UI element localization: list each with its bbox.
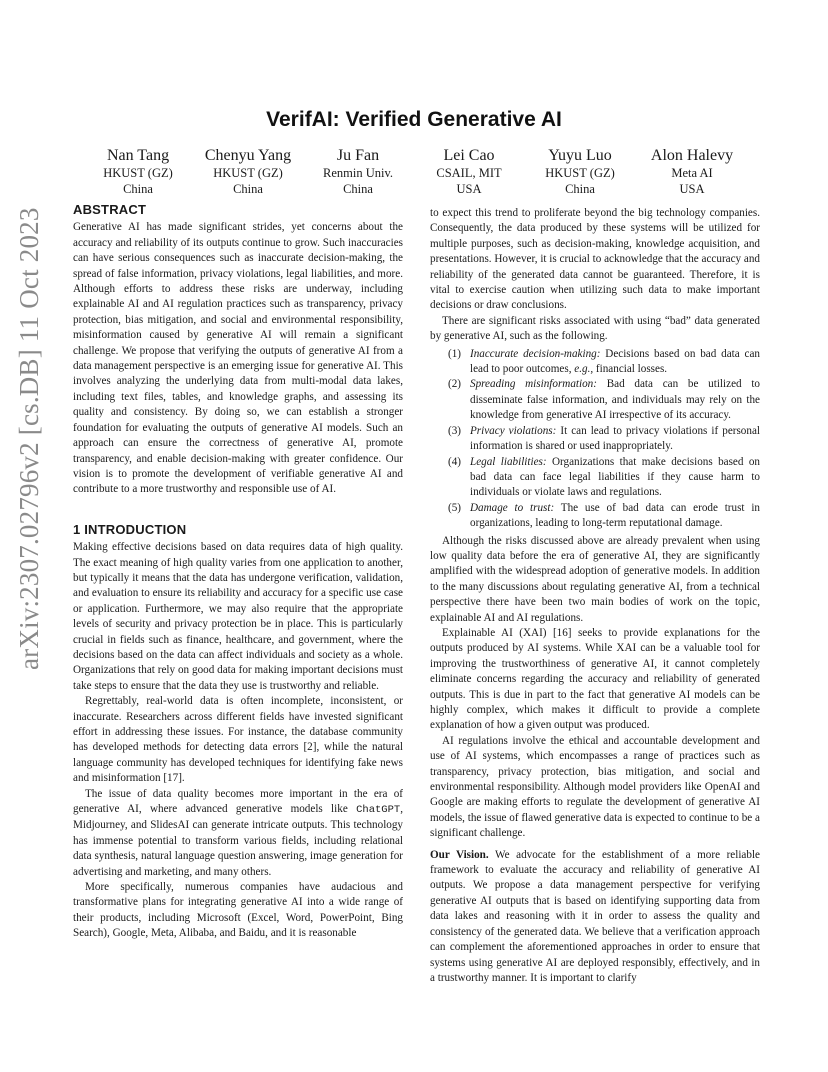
risk-tail: financial losses.	[593, 363, 668, 376]
author-country: China	[123, 182, 153, 196]
risk-term: Privacy violations:	[470, 424, 557, 437]
author-name: Ju Fan	[336, 147, 380, 164]
author-affiliation: HKUST (GZ)	[103, 166, 173, 180]
risk-number: (3)	[448, 424, 461, 437]
risk-text: Bad data can be utilized to disseminate false information, and individuals may rely on the knowledge from generative AI irrespective of its accuracy.	[470, 378, 760, 422]
intro-paragraph-3-start: The issue of data quality becomes more important in the era of generative AI, where advanced generative models like	[73, 787, 403, 816]
introduction-heading: 1 INTRODUCTION	[73, 521, 187, 537]
risk-number: (4)	[448, 455, 461, 468]
risk-list	[430, 347, 760, 532]
intro-paragraph-4: More specifically, numerous companies have audacious and transformative plans for integrating generative AI into a wide range of their products, including Microsoft (Excel, Word, PowerPoint, Bing Search), Google, Meta, Alibaba, and Baidu, and it is reasonable	[73, 881, 403, 940]
vision-heading: Our Vision.	[430, 848, 489, 861]
intro-paragraph-9: AI regulations involve the ethical and accountable development and use of AI systems, which encompasses a range of practices such as transparency, privacy protection, bias mitigation, and social and environmental responsibility. Although model providers like OpenAI and Google are making efforts to regulate the development of generative AI models, the issue of flawed generative data is expected to continue to be a significant challenge.	[430, 734, 760, 840]
abstract-heading: ABSTRACT	[73, 202, 147, 217]
risk-eg: e.g.,	[574, 363, 594, 376]
vision-text: We advocate for the establishment of a more reliable framework to evaluate the accuracy and reliability of generative AI outputs. We propose a data management perspective for verifying generative AI outputs that is based on identifying supporting data from data lakes and reasoning with it in order to assess the quality and consistency of the generated data. We believe that a verification approach can complement the aforementioned approaches in order to ensure that systems using generative AI are deployed responsibly, effectively, and in a trustworthy manner. It is important to clarify	[430, 848, 760, 984]
author-country: China	[233, 182, 263, 196]
chatgpt-code-term: ChatGPT	[356, 804, 401, 817]
intro-paragraph-3	[73, 787, 403, 880]
arxiv-identifier-stamp: arXiv:2307.02796v2 [cs.DB] 11 Oct 2023	[14, 207, 44, 670]
author-name: Yuyu Luo	[548, 147, 612, 164]
author-affiliation: CSAIL, MIT	[436, 166, 502, 180]
risk-item	[430, 347, 760, 378]
author-country: China	[343, 182, 373, 196]
author-name: Nan Tang	[106, 147, 170, 164]
risk-text: The use of bad data can erode trust in organizations, leading to long-term reputational damage.	[470, 501, 760, 530]
author-name: Chenyu Yang	[204, 147, 292, 164]
author-affiliation: Renmin Univ.	[322, 166, 394, 180]
author-country: USA	[456, 182, 482, 196]
risk-text: Organizations that make decisions based on bad data can face legal liabilities if they cause harm to individuals or violate laws and regulations.	[470, 455, 760, 499]
risk-text: Decisions based on bad data can lead to poor outcomes,	[470, 347, 760, 376]
abstract-text: Generative AI has made significant strides, yet concerns about the accuracy and reliability of its outputs continue to grow. Such inaccuracies can have serious consequences such as inaccurate decision-making, the spread of false information, privacy violations, legal liabilities, and more. Although efforts to address these risks are underway, including explainable AI and AI regulation practices such as transparency, privacy protection, bias mitigation, and social and environmental responsibility, misinformation caused by generative AI will remain a significant challenge. We propose that verifying the outputs of generative AI from a data management perspective is an emerging issue for generative AI. This involves analyzing the underlying data from multi-modal data lakes, including text files, tables, and knowledge graphs, and assessing its quality and consistency. By doing so, we can establish a stronger foundation for evaluating the outputs of generative AI models. Such an approach can ensure the correctness of generative AI, promote transparency, and enable decision-making with greater confidence. Our vision is to promote the development of verifiable generative AI and contribute to a more trustworthy and responsible use of AI.	[73, 221, 403, 496]
paper-title: VerifAI: Verified Generative AI	[266, 108, 562, 131]
author-name: Lei Cao	[443, 147, 495, 164]
author-affiliation: Meta AI	[671, 166, 713, 180]
risk-number: (1)	[448, 347, 461, 360]
risk-item	[430, 424, 760, 455]
right-column	[430, 206, 760, 986]
risk-term: Legal liabilities:	[470, 455, 547, 468]
intro-paragraph-6: There are significant risks associated with using “bad” data generated by generative AI, such as the following.	[430, 314, 760, 343]
risk-number: (2)	[448, 378, 461, 391]
risk-text: It can lead to privacy violations if personal information is shared or used inappropriately.	[470, 424, 760, 453]
intro-paragraph-1: Making effective decisions based on data requires data of high quality. The exact meaning of high quality varies from one application to another, but typically it means that the data has undergone verification, validation, and evaluation to ensure its reliability and accuracy for a specific use case or application. Furthermore, we may also require that the appropriate levels of security and privacy protection be in place. This is particularly crucial in fields such as finance, healthcare, and government, where the decisions based on the data can affect individuals and society as a whole. Organizations that rely on good data for making important decisions must take steps to ensure that the data they use is trustworthy and reliable.	[73, 541, 403, 692]
author-affiliation: HKUST (GZ)	[213, 166, 283, 180]
risk-item	[430, 501, 760, 532]
author-country: China	[565, 182, 595, 196]
author-name: Alon Halevy	[650, 147, 734, 164]
intro-paragraph-8: Explainable AI (XAI) [16] seeks to provide explanations for the outputs produced by AI systems. While XAI can be a valuable tool for improving the trustworthiness of generative AI, it cannot completely eliminate concerns regarding the accuracy and reliability of generated outputs. This is due in part to the fact that generative AI models can be highly complex, which makes it difficult to provide a complete explanation of how a given output was produced.	[430, 626, 760, 732]
author-country: USA	[679, 182, 705, 196]
intro-paragraph-7: Although the risks discussed above are already prevalent when using low quality data before the era of generative AI, they are significantly amplified with the widespread adoption of generative models. In addition to the many discussions about regulating generative AI, from a technical perspective there have been two main bodies of work on the topic, explainable AI and AI regulations.	[430, 534, 760, 624]
intro-paragraph-3-end: , Midjourney, and SlidesAI can generate intricate outputs. This technology has immense potential to transform various fields, including relational data synthesis, natural language question answering, image generation for advertising and marketing, and many others.	[73, 803, 403, 878]
risk-number: (5)	[448, 501, 461, 514]
risk-term: Inaccurate decision-making:	[470, 347, 601, 360]
author-affiliation: HKUST (GZ)	[545, 166, 615, 180]
intro-paragraph-5: to expect this trend to proliferate beyond the big technology companies. Consequently, the data produced by these systems will be utilized for multiple purposes, such as decision-making, knowledge acquisition, and presentations. However, it is crucial to acknowledge that the accuracy and reliability of the generated data cannot be guaranteed. Therefore, it is vital to exercise caution when utilizing such data to make important decisions or draw conclusions.	[430, 207, 760, 312]
intro-paragraph-2: Regrettably, real-world data is often incomplete, inconsistent, or inaccurate. Researchers across different fields have invested significant effort in addressing these issues. For instance, the database community has developed methods for detecting data errors [2], while the natural language community has developed techniques for identifying fake news and misinformation [17].	[73, 695, 403, 785]
risk-item	[430, 377, 760, 423]
author-6	[622, 146, 762, 197]
risk-item	[430, 455, 760, 501]
risk-term: Spreading misinformation:	[470, 378, 597, 391]
vision-paragraph	[430, 848, 760, 987]
risk-term: Damage to trust:	[470, 501, 555, 514]
left-column	[73, 202, 403, 942]
